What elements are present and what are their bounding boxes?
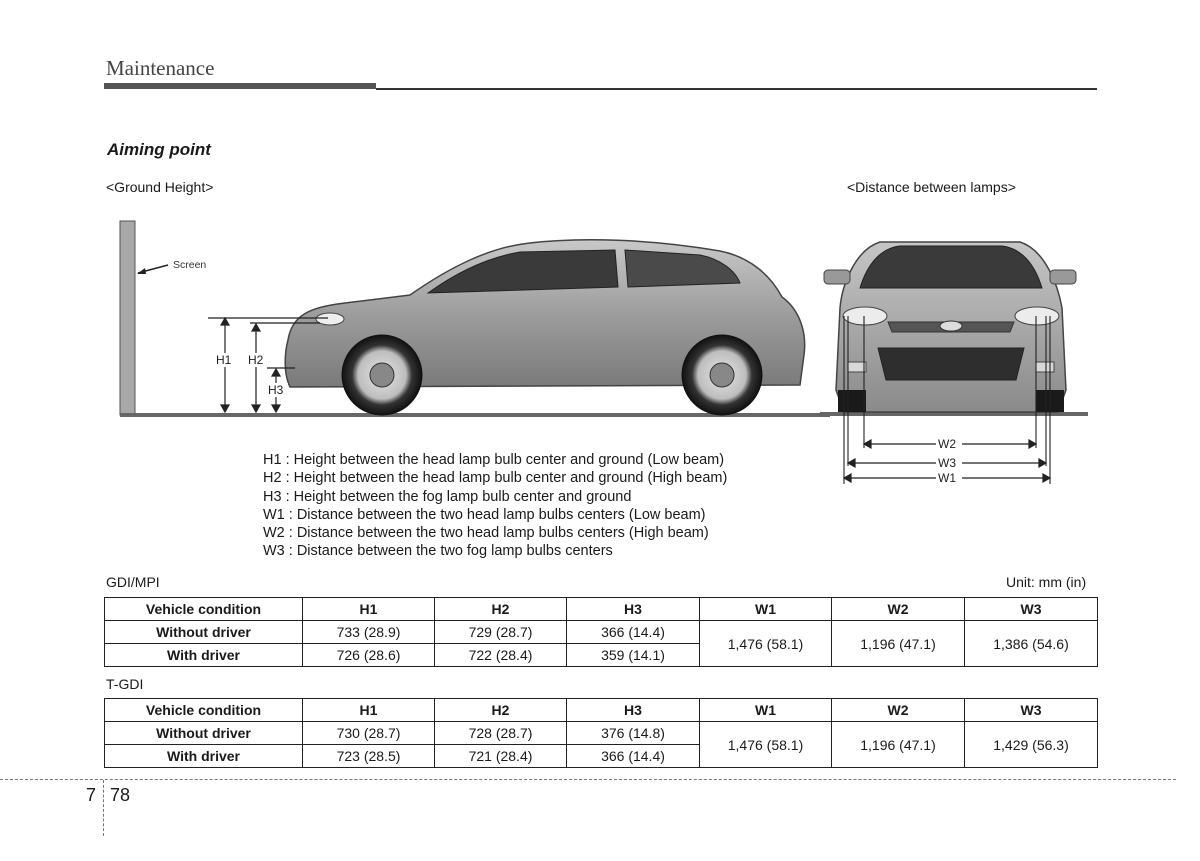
subtitle: Aiming point [107,140,211,159]
right-headlamp [1015,307,1059,325]
legend-h3: H3 : Height between the fog lamp bulb center and ground [263,488,632,505]
condition-cell: With driver [105,745,303,768]
windshield [860,246,1042,288]
page-number: 78 [110,785,131,805]
screen-label: Screen [173,259,207,271]
w1-label: W1 [938,471,956,485]
left-headlamp [843,307,887,325]
h1-cell: 723 (28.5) [303,745,435,768]
gdi-mpi-table [104,597,1098,667]
legend-w3: W3 : Distance between the two fog lamp bulbs centers [263,543,613,560]
front-view-diagram [820,230,1092,492]
table-header-row [105,598,1098,621]
section-title: Maintenance [106,56,215,80]
ground-height-caption: <Ground Height> [106,179,214,195]
header-h2: H2 [435,699,567,722]
w2-cell: 1,196 (47.1) [832,722,965,768]
w3-label: W3 [938,456,956,470]
screen-post [120,221,135,415]
legend-w1: W1 : Distance between the two head lamp bulbs centers (Low beam) [263,506,706,523]
w2-cell: 1,196 (47.1) [832,621,965,667]
h3-cell: 366 (14.4) [567,621,700,644]
h2-cell: 721 (28.4) [435,745,567,768]
table-row [105,722,1098,745]
headlamp [316,313,344,325]
h1-cell: 726 (28.6) [303,644,435,667]
h1-label: H1 [216,353,232,367]
condition-cell: Without driver [105,722,303,745]
w3-cell: 1,429 (56.3) [965,722,1098,768]
w1-cell: 1,476 (58.1) [700,722,832,768]
header-vehicle-condition: Vehicle condition [105,699,303,722]
w1-cell: 1,476 (58.1) [700,621,832,667]
table-header-row [105,699,1098,722]
w3-cell: 1,386 (54.6) [965,621,1098,667]
lower-grille [878,348,1024,380]
header-h1: H1 [303,598,435,621]
left-tire [838,390,866,412]
h2-label: H2 [248,353,264,367]
w2-label: W2 [938,437,956,451]
footer-divider [103,780,104,836]
left-fog-lamp [848,362,866,372]
header-h3: H3 [567,598,700,621]
condition-cell: Without driver [105,621,303,644]
h3-cell: 366 (14.4) [567,745,700,768]
h1-cell: 730 (28.7) [303,722,435,745]
h2-cell: 722 (28.4) [435,644,567,667]
t-gdi-table [104,698,1098,768]
header-vehicle-condition: Vehicle condition [105,598,303,621]
left-mirror [824,270,850,284]
brand-emblem [940,321,962,331]
legend-h2: H2 : Height between the head lamp bulb center and ground (High beam) [263,470,728,487]
header-w3: W3 [965,699,1098,722]
legend-h1: H1 : Height between the head lamp bulb center and ground (Low beam) [263,452,725,468]
unit-label: Unit: mm (in) [1006,574,1087,590]
condition-cell: With driver [105,644,303,667]
h3-cell: 376 (14.8) [567,722,700,745]
header-rule-thin [376,88,1097,90]
header-w1: W1 [700,598,832,621]
header-w1: W1 [700,699,832,722]
h2-cell: 729 (28.7) [435,621,567,644]
header-h2: H2 [435,598,567,621]
table-row [105,621,1098,644]
right-mirror [1050,270,1076,284]
footer-rule [0,779,1176,780]
header-w3: W3 [965,598,1098,621]
header-w2: W2 [832,699,965,722]
header-rule-thick [104,83,376,89]
legend-w2: W2 : Distance between the two head lamp bulbs centers (High beam) [263,525,709,542]
distance-between-lamps-caption: <Distance between lamps> [847,179,1016,195]
side-view-diagram [110,215,830,425]
header-h3: H3 [567,699,700,722]
header-w2: W2 [832,598,965,621]
t-gdi-label: T-GDI [106,676,144,692]
h2-cell: 728 (28.7) [435,722,567,745]
gdi-mpi-label: GDI/MPI [106,574,160,590]
header-h1: H1 [303,699,435,722]
h1-cell: 733 (28.9) [303,621,435,644]
h3-cell: 359 (14.1) [567,644,700,667]
h3-label: H3 [268,383,284,397]
dimension-legend [263,451,727,561]
right-fog-lamp [1036,362,1054,372]
chapter-number: 7 [86,785,97,805]
